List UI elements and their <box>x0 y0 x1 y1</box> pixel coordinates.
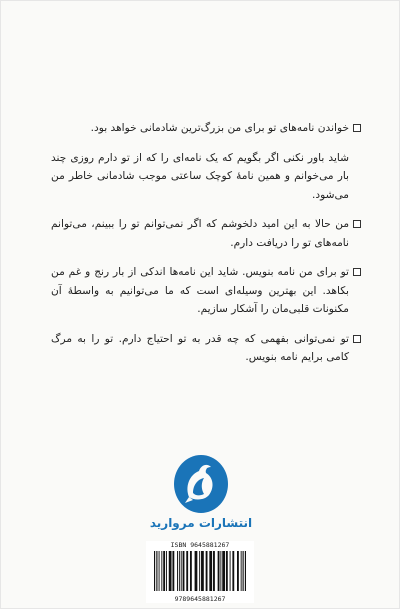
barcode-number: 9789645881267 <box>174 595 226 603</box>
barcode-bar <box>186 551 188 591</box>
barcode-bars <box>154 551 246 591</box>
barcode-bar <box>222 551 225 591</box>
bullet-icon <box>353 124 361 132</box>
barcode-bar <box>179 551 180 591</box>
barcode-bar <box>199 551 200 591</box>
barcode-bar <box>209 551 212 591</box>
barcode-bar <box>154 551 155 591</box>
barcode-bar <box>181 551 182 591</box>
barcode-bar <box>237 551 239 591</box>
blurb-paragraph <box>51 149 361 205</box>
barcode-bar <box>161 551 162 591</box>
barcode-bar <box>195 551 198 591</box>
barcode-bar <box>213 551 215 591</box>
paragraph-text: شاید باور نکنی اگر بگویم که یک نامه‌ای را که از تو دارم روزی چند بار می‌خوانم و همین نامهٔ کوچک ساعتی موجب شادمانی خاطر من می‌شود. <box>51 151 349 201</box>
barcode-bar <box>201 551 204 591</box>
paragraph-text: تو نمی‌توانی بفهمی که چه قدر به تو احتیاج دارم. تو را به مرگ کامی برایم نامه بنویس. <box>51 332 349 363</box>
barcode-bar <box>245 551 246 591</box>
barcode-bar <box>183 551 185 591</box>
barcode-bar <box>166 551 167 591</box>
paragraph-text: خواندن نامه‌های تو برای من بزرگ‌ترین شادمانی خواهد بود. <box>90 122 349 134</box>
barcode-bar <box>159 551 160 591</box>
barcode-bar <box>243 551 244 591</box>
barcode-bar <box>177 551 178 591</box>
bullet-icon <box>353 268 361 276</box>
isbn-label: ISBN 9645881267 <box>170 541 230 549</box>
blurb-paragraph <box>51 263 361 319</box>
publisher-name: انتشارات مروارید <box>149 516 253 530</box>
barcode-bar <box>169 551 172 591</box>
paragraph-text: من حالا به این امید دلخوشم که اگر نمی‌توانم تو را ببینم، می‌توانم نامه‌های تو را دریافت دارم. <box>51 218 349 249</box>
barcode-bar <box>226 551 228 591</box>
barcode <box>146 541 254 603</box>
blurb-text <box>51 119 361 378</box>
barcode-bar <box>172 551 174 591</box>
blurb-paragraph <box>51 215 361 252</box>
bullet-icon <box>353 220 361 228</box>
barcode-bar <box>190 551 192 591</box>
barcode-bar <box>206 551 208 591</box>
paragraph-text: تو برای من نامه بنویس. شاید این نامه‌ها اندکی از بار رنج و غم من بکاهد. این بهترین وسیله‌ای است که ما می‌توانیم به واسطهٔ آن مکنونات قلبی‌مان را آشکار سازیم. <box>51 266 349 315</box>
barcode-bar <box>241 551 242 591</box>
bird-logo-icon <box>171 453 231 515</box>
bullet-icon <box>353 335 361 343</box>
barcode-bar <box>156 551 157 591</box>
barcode-bar <box>230 551 231 591</box>
blurb-paragraph <box>51 119 361 138</box>
blurb-paragraph <box>51 330 361 367</box>
barcode-bar <box>220 551 221 591</box>
barcode-bar <box>232 551 234 591</box>
barcode-bar <box>218 551 220 591</box>
barcode-bar <box>163 551 165 591</box>
